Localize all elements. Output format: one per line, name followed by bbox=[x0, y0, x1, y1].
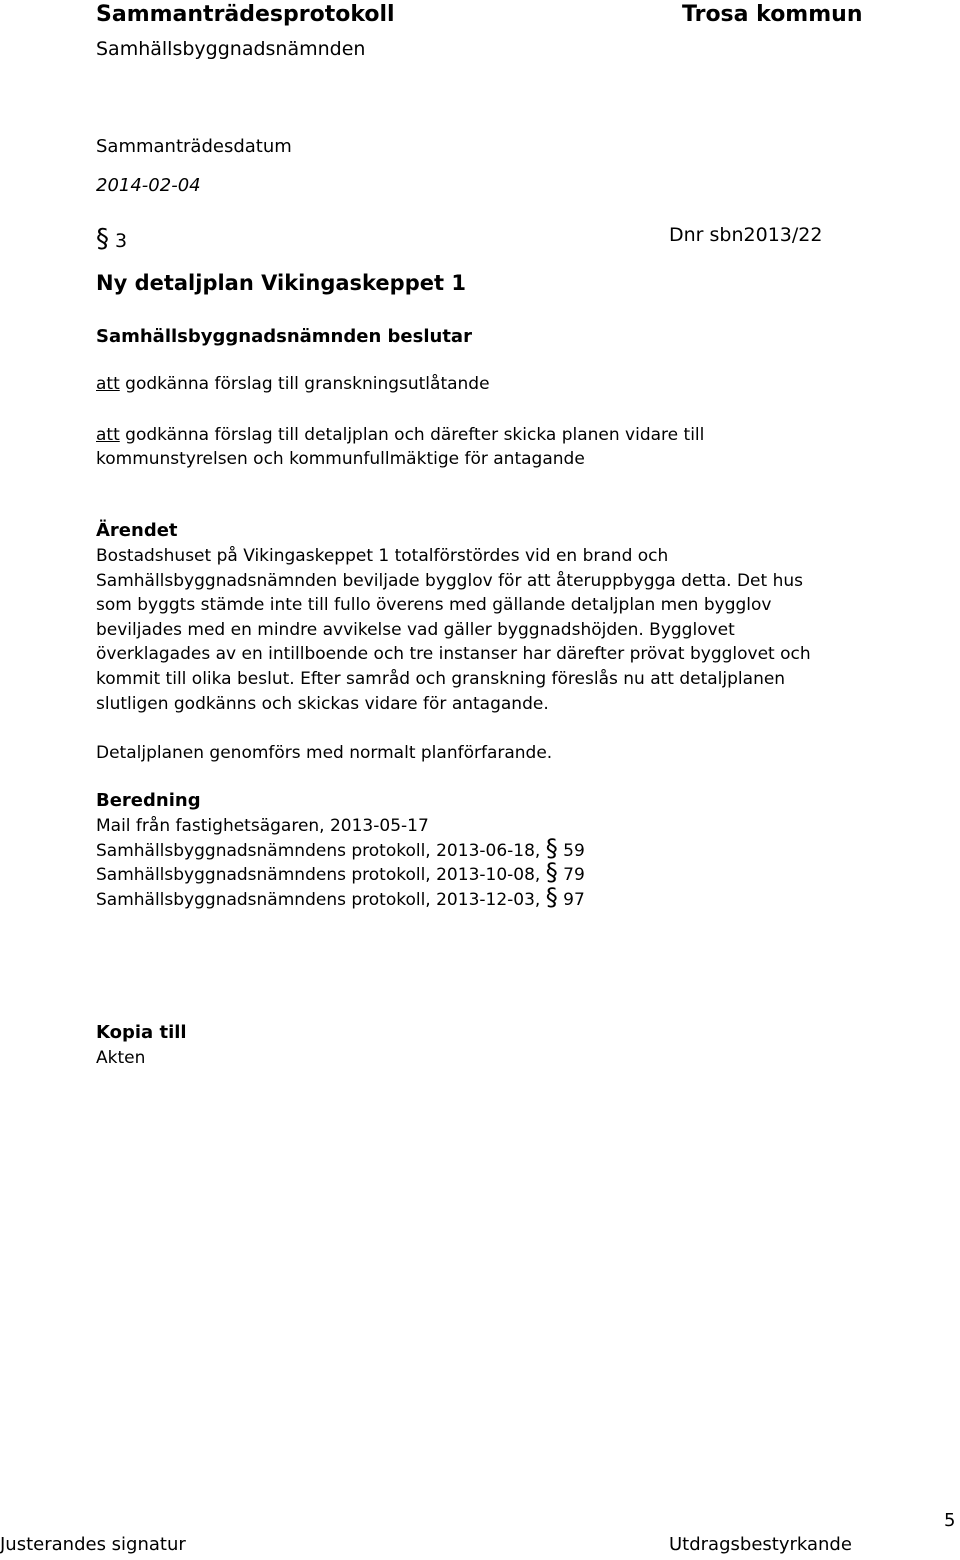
text-line: beviljades med en mindre avvikelse vad gäller byggnadshöjden. Bygglovet bbox=[96, 619, 735, 640]
text-line: Samhällsbyggnadsnämnden beviljade bygglov för att återuppbygga detta. Det hus bbox=[96, 570, 803, 591]
page-number: 5 bbox=[944, 1510, 956, 1531]
meeting-date: 2014-02-04 bbox=[96, 175, 201, 196]
copy-recipient: Akten bbox=[96, 1048, 146, 1068]
text-line: Bostadshuset på Vikingaskeppet 1 totalförstördes vid en brand och bbox=[96, 546, 669, 566]
decision-marker: att bbox=[96, 374, 120, 394]
paragraph-number-value: 3 bbox=[115, 230, 128, 252]
preparation-item: Samhällsbyggnadsnämndens protokoll, 2013-12-03, § 97 bbox=[96, 882, 585, 911]
diary-number: Dnr sbn2013/22 bbox=[669, 224, 823, 246]
committee-name: Samhällsbyggnadsnämnden bbox=[96, 38, 366, 60]
preparation-list bbox=[96, 814, 585, 912]
municipality-name: Trosa kommun bbox=[682, 2, 863, 27]
preparation-item: Mail från fastighetsägaren, 2013-05-17 bbox=[96, 816, 429, 836]
footer-signature-label: Justerandes signatur bbox=[0, 1534, 186, 1555]
text-line: som byggts stämde inte till fullo överens med gällande detaljplan men bygglov bbox=[96, 595, 772, 616]
copy-to-heading: Kopia till bbox=[96, 1022, 187, 1043]
case-description bbox=[96, 544, 811, 716]
paragraph-symbol: § bbox=[545, 858, 558, 887]
preparation-item: Samhällsbyggnadsnämndens protokoll, 2013-10-08, § 79 bbox=[96, 858, 585, 887]
procedure-note: Detaljplanen genomförs med normalt planförfarande. bbox=[96, 743, 553, 763]
footer-certification-label: Utdragsbestyrkande bbox=[669, 1534, 852, 1555]
paragraph-number bbox=[96, 224, 127, 254]
decision-item bbox=[96, 423, 704, 448]
decision-text: godkänna förslag till detaljplan och därefter skicka planen vidare till bbox=[119, 425, 705, 445]
case-title: Ny detaljplan Vikingaskeppet 1 bbox=[96, 271, 466, 295]
decision-text: godkänna förslag till granskningsutlåtande bbox=[119, 374, 490, 394]
decision-marker: att bbox=[96, 425, 120, 445]
paragraph-symbol: § bbox=[96, 224, 109, 254]
decision-item bbox=[96, 372, 490, 397]
paragraph-symbol: § bbox=[545, 833, 558, 862]
document-type: Sammanträdesprotokoll bbox=[96, 2, 395, 27]
meeting-date-label: Sammanträdesdatum bbox=[96, 136, 292, 157]
decision-heading: Samhällsbyggnadsnämnden beslutar bbox=[96, 326, 472, 347]
text-line: slutligen godkänns och skickas vidare för antagande. bbox=[96, 693, 549, 714]
preparation-heading: Beredning bbox=[96, 790, 201, 811]
case-description-heading: Ärendet bbox=[96, 520, 178, 541]
decision-text-continued: kommunstyrelsen och kommunfullmäktige för antagande bbox=[96, 449, 585, 469]
paragraph-symbol: § bbox=[545, 882, 558, 911]
text-line: kommit till olika beslut. Efter samråd och granskning föreslås nu att detaljplanen bbox=[96, 668, 786, 689]
preparation-item: Samhällsbyggnadsnämndens protokoll, 2013-06-18, § 59 bbox=[96, 833, 585, 862]
text-line: överklagades av en intillboende och tre instanser har därefter prövat bygglovet och bbox=[96, 644, 811, 665]
